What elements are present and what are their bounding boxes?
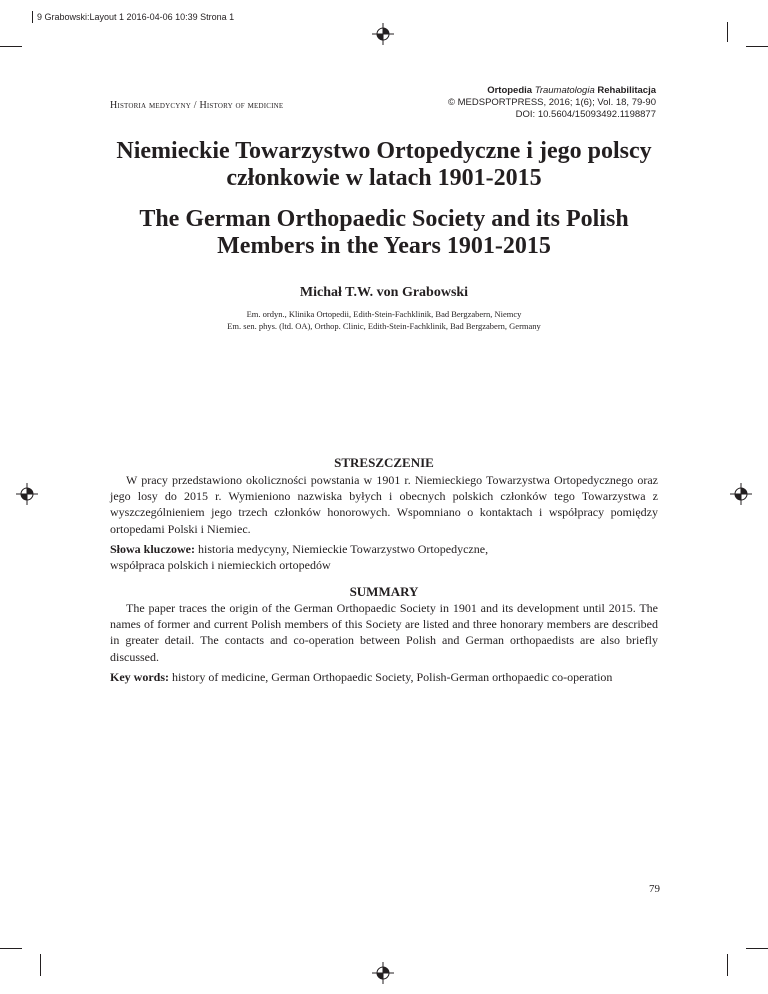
section-label bbox=[110, 100, 283, 111]
keywords-pl-line2: współpraca polskich i niemieckich ortopedów bbox=[110, 558, 331, 573]
author-name: Michał T.W. von Grabowski bbox=[299, 285, 469, 300]
affiliation-en: Em. sen. phys. (ltd. OA), Orthop. Clinic, Edith-Stein-Fachklinik, Bad Bergzabern, Germany bbox=[227, 321, 541, 331]
keywords-pl-label: Słowa kluczowe: bbox=[110, 542, 195, 556]
keywords-pl-values: historia medycyny, Niemieckie Towarzystwo Ortopedyczne, bbox=[198, 542, 489, 556]
page-number: 79 bbox=[649, 883, 660, 895]
journal-name-end: Rehabilitacja bbox=[597, 85, 656, 96]
journal-header bbox=[356, 85, 656, 121]
registration-mark-icon bbox=[730, 483, 752, 505]
abstract-en-heading: SUMMARY bbox=[349, 584, 419, 599]
abstract-pl-paragraph: W pracy przedstawiono okoliczności powstania w 1901 r. Niemieckiego Towarzystwa Ortopedycznego oraz jego losy do 2015 r. Wymieniono nazwiska byłych i obecnych polskich członków tego Towarzystwa z wyszczególnieniem jego trzech członków honorowych. Wspomniano o kontaktach i współpracy pomiędzy ortopedami Polski i Niemiec. bbox=[110, 473, 658, 536]
crop-mark-bottom-left bbox=[0, 948, 22, 949]
title-english bbox=[80, 206, 688, 260]
journal-citation: © MEDSPORTPRESS, 2016; 1(6); Vol. 18, 79-90 bbox=[447, 97, 656, 108]
keywords-pl bbox=[110, 541, 658, 573]
keywords-pl-line bbox=[110, 541, 658, 557]
journal-brand: Ortopedia bbox=[487, 85, 533, 96]
registration-mark-icon bbox=[372, 23, 394, 45]
print-slug: 9 Grabowski:Layout 1 2016-04-06 10:39 Strona 1 bbox=[32, 11, 234, 23]
crop-mark-top-right-v bbox=[727, 22, 728, 42]
crop-mark-bottom-left-v bbox=[40, 954, 41, 976]
crop-mark-top-left bbox=[0, 46, 22, 47]
section-label-en: History of medicine bbox=[199, 100, 284, 111]
keywords-en-values: history of medicine, German Orthopaedic Society, Polish-German orthopaedic co-operation bbox=[172, 670, 613, 684]
journal-doi: DOI: 10.5604/15093492.1198877 bbox=[515, 109, 656, 120]
affiliation-pl: Em. ordyn., Klinika Ortopedii, Edith-Stein-Fachklinik, Bad Bergzabern, Niemcy bbox=[246, 309, 522, 319]
registration-mark-icon bbox=[372, 962, 394, 984]
registration-mark-icon bbox=[16, 483, 38, 505]
title-polish bbox=[80, 138, 688, 192]
abstract-pl-heading: STRESZCZENIE bbox=[334, 455, 434, 470]
abstract-pl-text bbox=[110, 472, 658, 537]
abstract-en-paragraph: The paper traces the origin of the German Orthopaedic Society in 1901 and its development until 2015. The names of former and current Polish members of this Society are listed and three honorary members are described in greater detail. The contacts and co-operation between Polish and German orthopaedists are also briefly discussed. bbox=[110, 601, 658, 664]
keywords-en-label: Key words: bbox=[110, 670, 169, 684]
title-polish-line: Niemieckie Towarzystwo Ortopedyczne i jego polscy bbox=[116, 138, 652, 164]
crop-mark-top-right bbox=[746, 46, 768, 47]
journal-name-mid: Traumatologia bbox=[534, 85, 595, 96]
journal-name bbox=[356, 85, 656, 97]
crop-mark-bottom-right bbox=[746, 948, 768, 949]
keywords-en bbox=[110, 669, 658, 685]
abstract-en-text bbox=[110, 600, 658, 665]
title-polish-line: członkowie w latach 1901-2015 bbox=[226, 165, 542, 191]
crop-mark-bottom-right-v bbox=[727, 954, 728, 976]
title-english-line: Members in the Years 1901-2015 bbox=[217, 233, 551, 259]
section-label-pl: Historia medycyny bbox=[110, 100, 192, 111]
section-separator: / bbox=[191, 100, 200, 111]
title-english-line: The German Orthopaedic Society and its Polish bbox=[139, 206, 629, 232]
